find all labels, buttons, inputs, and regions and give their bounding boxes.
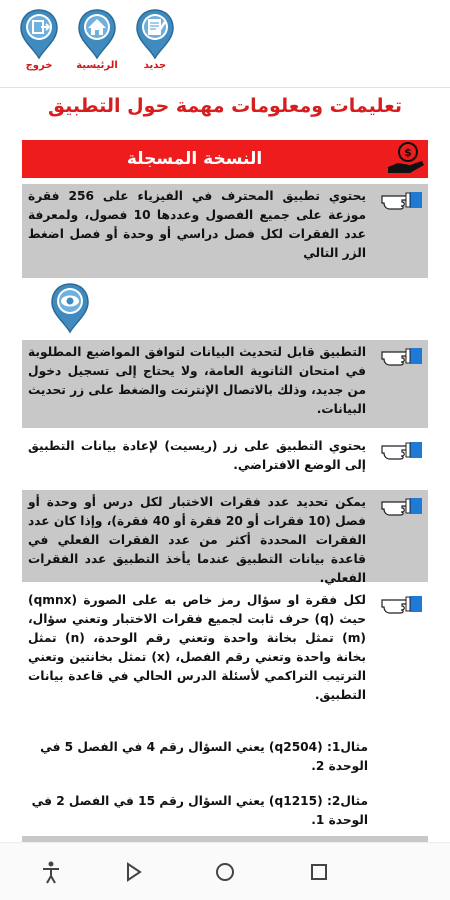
eye-icon[interactable] <box>50 282 90 334</box>
pointing-hand-icon <box>380 494 424 516</box>
home-icon <box>77 8 117 60</box>
home-label: الرئيسية <box>76 60 118 71</box>
example-1: مثال1: (q2504) يعني السؤال رقم 4 في الفصل 5 في الوحدة 2. <box>40 740 368 773</box>
pointing-hand-icon <box>380 188 424 210</box>
example-2: مثال2: (q1215) يعني السؤال رقم 15 في الفصل 2 في الوحدة 1. <box>31 794 368 827</box>
info-block-5 <box>22 588 428 728</box>
exit-label: خروج <box>25 60 53 71</box>
money-hand-icon <box>386 141 426 177</box>
accessibility-icon[interactable] <box>38 859 64 885</box>
info-text: التطبيق قابل لتحديث البيانات لتوافق المواضيع المطلوبة في امتحان الثانوية العامة، ولا يحتاج إلى تسجيل دخول من جديد، وذلك بالاتصال الإنترنت والضغط على زر تحديث البيانات. <box>28 345 366 416</box>
page-title: تعليمات ومعلومات مهمة حول التطبيق <box>48 95 402 117</box>
new-document-icon <box>135 8 175 60</box>
info-block-3 <box>22 434 428 484</box>
new-label: جديد <box>143 60 167 71</box>
recents-square-icon[interactable] <box>306 859 332 885</box>
pointing-hand-icon <box>380 592 424 614</box>
info-block-2 <box>22 340 428 428</box>
back-triangle-icon[interactable] <box>120 859 146 885</box>
top-toolbar <box>0 0 450 88</box>
android-nav-bar <box>0 842 450 900</box>
info-block-1 <box>22 184 428 278</box>
info-text: يحتوي التطبيق على زر (ريسيت) لإعادة بيانات التطبيق إلى الوضع الافتراضي. <box>28 439 366 472</box>
banner-title: النسخة المسجلة <box>126 149 263 169</box>
info-block-4 <box>22 490 428 585</box>
pointing-hand-icon <box>380 438 424 460</box>
pointing-hand-icon <box>380 344 424 366</box>
svg-text:$: $ <box>404 146 412 159</box>
exit-icon <box>19 8 59 60</box>
info-text: يحتوي تطبيق المحترف في الفيزياء على 256 فقرة موزعة على جميع الفصول وعددها 10 فصول، ولمعرفة عدد الفقرات لكل فصل دراسي أو وحدة أو فصل اضغط الزر التالي <box>28 189 366 260</box>
new-button[interactable] <box>132 8 178 72</box>
exit-button[interactable] <box>16 8 62 72</box>
home-button[interactable] <box>74 8 120 72</box>
info-text: لكل فقرة او سؤال رمز خاص به على الصورة (qmnx) حيث (q) حرف ثابت لجميع فقرات الاختبار وتعني سؤال، (m) تمثل بخانة واحدة وتعني رقم الوحدة، (n) تمثل بخانة واحدة وتعني رقم الفصل، (x) تمثل بخانتين وتعني الترتيب التراكمي لأسئلة الدرس الحالي في قاعدة بيانات التطبيق. <box>28 593 367 702</box>
registered-version-banner <box>22 140 428 178</box>
info-text: يمكن تحديد عدد فقرات الاختبار لكل درس أو وحدة أو فصل (10 فقرات أو 20 فقرة أو 40 فقرة)، وإذا كان عدد الفقرات المحددة أكثر من عدد الفقرات الفعلي في قاعدة بيانات التطبيق عندما يأخذ التطبيق عدد الفقرات الفعلي. <box>28 495 366 585</box>
home-circle-icon[interactable] <box>212 859 238 885</box>
